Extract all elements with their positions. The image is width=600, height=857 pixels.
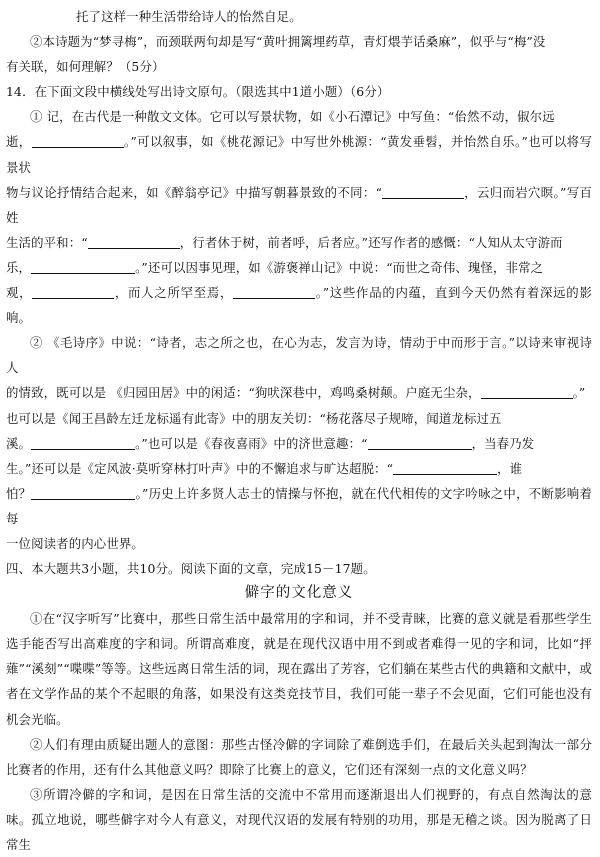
answer-blank[interactable] [32,134,124,148]
q13-continuation: 托了这样一种生活带给诗人的怡然自足。 [76,9,302,24]
section4-heading: 四、本大题共3小题，共10分。阅读下面的文章，完成15－17题。 [6,561,376,577]
article-title: 僻字的文化意义 [244,585,354,602]
q14-part2-line4: 溪。 。”也可以是《春夜喜雨》中的济世意趣：“ ，当春乃发 [6,435,535,451]
answer-blank[interactable] [32,285,114,299]
answer-blank[interactable] [31,436,135,450]
q14-part2-line3: 也可以是《闻王昌龄左迁龙标遥有此寄》中的朋友关切：“杨花落尽子规啼，闻道龙标过五 [6,410,502,426]
article-paragraph-3: ③所谓冷僻的字和词，是因在日常生活的交流中不常用而逐渐退出人们视野的，有点自然淘汰的意味。孤立地说，哪些僻字对今人有意义，对现代汉语的发展有特别的功用，那是无稽之谈。因为脱离了日常生 [6,786,592,852]
article-paragraph-1: ①在“汉字听写”比赛中，那些日常生活中最常用的字和词，并不受青睐，比赛的意义就是看那些学生选手能否写出高难度的字和词。所谓高难度，就是在现代汉语中用不到或者难得一见的字和词，比如“抨薙”“溪刻”“喋喋”等等。这些远离日常生活的词，现在露出了芳容，它们躺在某些古代的典籍和文献中，或者在文学作品的某个不起眼的角落，如果没有这类竞技节目，我们可能一辈子不会见面，它们可能也没有机会光临。 [6,611,592,727]
answer-blank[interactable] [233,285,315,299]
answer-blank[interactable] [88,235,180,249]
q13-sub2-line2: 有关联，如何理解？（5分） [6,59,165,75]
q14-heading: 14．在下面文段中横线处写出诗文原句。（限选其中1道小题）（6分） [6,84,390,100]
q14-part2-line6: 怕？ 。”历史上许多贤人志士的情操与怀抱，就在代代相传的文字吟咏之中，不断影响着每 [6,485,592,526]
q14-part1-line6: 观， ，而人之所罕至焉， 。”这些作品的内蕴，直到今天仍然有着深远的影响。 [6,285,592,326]
q14-part2-line2: 的情致，既可以是 《归园田居》中的闲适：“狗吠深巷中，鸡鸣桑树颠。户庭无尘杂， 。” [6,385,586,401]
answer-blank[interactable] [393,461,497,475]
q14-part2-line1: ② 《毛诗序》中说：“诗者，志之所之也，在心为志，发言为诗，情动于中而形于言。”以诗来审视诗人 [6,335,592,376]
article-paragraph-2: ②人们有理由质疑出题人的意图：那些古怪冷僻的字词除了难倒选手们，在最后关头起到淘汰一部分比赛者的作用，还有什么其他意义吗？即除了比赛上的意义，它们还有深刻一点的文化意义吗？ [6,736,592,777]
answer-blank[interactable] [368,436,472,450]
q14-part1-line2: 逝， 。”可以叙事，如《桃花源记》中写世外桃源：“黄发垂髫，并怡然自乐。”也可以将写景状 [6,134,592,175]
answer-blank[interactable] [481,385,573,399]
answer-blank[interactable] [382,185,464,199]
q14-part1-line1: ① 记，在古代是一种散文文体。它可以写景状物，如《小石潭记》中写鱼：“佁然不动，俶尔远 [30,109,555,125]
q14-part1-line4: 生活的平和：“ ，行者休于树，前者呼，后者应。”还写作者的感慨：“人知从太守游而 [6,234,563,250]
q14-part2-line5: 生。”还可以是《定风波·莫听穿林打叶声》中的不懈追求与旷达超脱：“ ，谁 [6,460,523,476]
q14-part2-line7: 一位阅读者的内心世界。 [6,535,144,551]
answer-blank[interactable] [31,486,135,500]
answer-blank[interactable] [31,260,135,274]
q14-part1-line3: 物与议论抒情结合起来，如《醉翁亭记》中描写朝暮景致的不同：“ ，云归而岩穴暝。”写百姓 [6,184,592,225]
q14-part1-line5: 乐， 。”还可以因事见理，如《游褒禅山记》中说：“而世之奇伟、瑰怪，非常之 [6,259,544,275]
q13-sub2-line1: ②本诗题为“梦寻梅”，而颈联两句却是写“黄叶拥篱埋药草，青灯煨芋话桑麻”，似乎与“梅”没 [30,34,546,50]
